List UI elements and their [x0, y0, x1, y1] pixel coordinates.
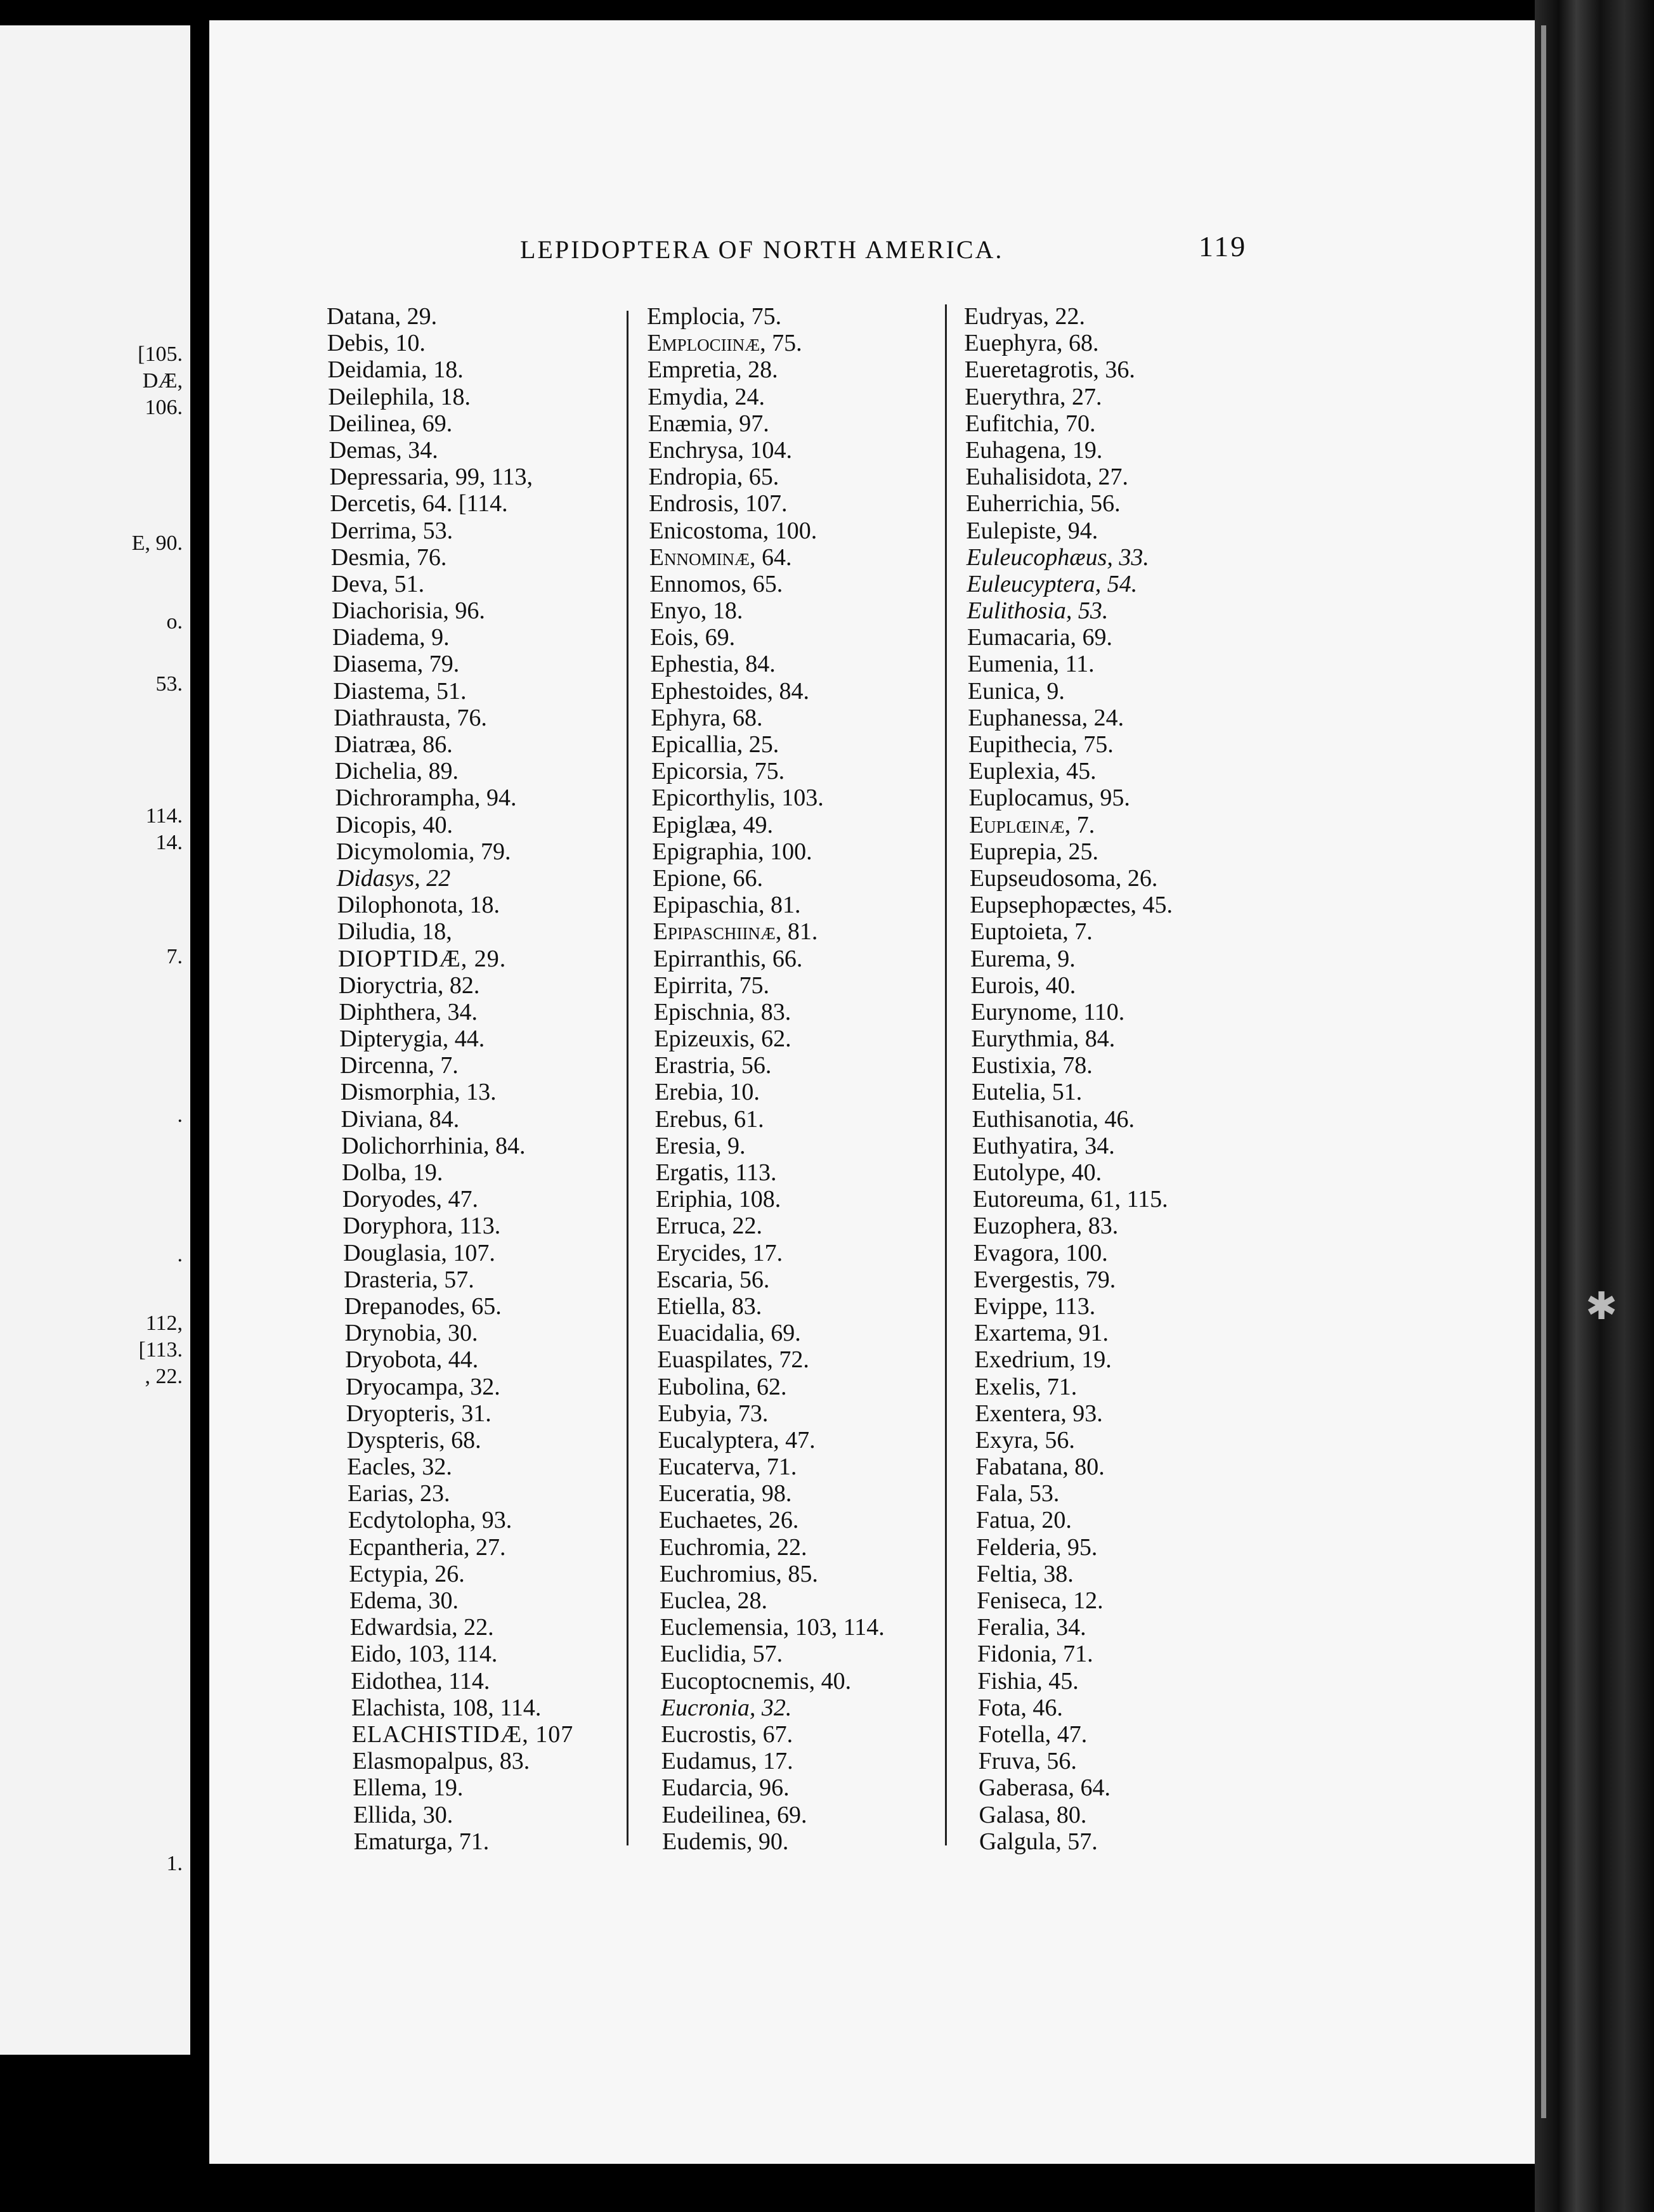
index-entry: Eido, 103, 114. [350, 1641, 498, 1668]
index-entry: Epicorsia, 75. [651, 758, 785, 785]
index-entry: Endropia, 65. [648, 464, 779, 491]
index-column-1 [327, 303, 573, 1855]
index-entry: Edema, 30. [349, 1587, 459, 1614]
index-entry: Gaberasa, 64. [979, 1774, 1110, 1802]
index-entry: Enchrysa, 104. [648, 436, 792, 464]
index-entry: Enyo, 18. [649, 597, 743, 625]
left-page-fragment [0, 25, 190, 2055]
index-entry: Euplocamus, 95. [968, 784, 1130, 812]
index-entry: Drynobia, 30. [344, 1320, 478, 1347]
index-entry: Dolba, 19. [342, 1159, 443, 1186]
index-entry: Diviana, 84. [341, 1105, 460, 1133]
index-entry: Eulepiste, 94. [966, 517, 1098, 544]
index-entry: Eunica, 9. [967, 677, 1065, 705]
index-entry: Feralia, 34. [977, 1614, 1086, 1641]
index-entry: Fala, 53. [975, 1480, 1060, 1507]
index-entry: Epipaschiinæ, 81. [653, 918, 818, 946]
index-entry: Depressaria, 99, 113, [329, 464, 533, 491]
index-entry: Eudeilinea, 69. [661, 1801, 807, 1828]
index-entry: Diachorisia, 96. [332, 597, 485, 625]
index-entry: Eucalyptera, 47. [658, 1426, 816, 1454]
page-number: 119 [1199, 230, 1247, 263]
left-page-text: 53. [155, 672, 183, 696]
left-page-text: 112, [145, 1311, 183, 1335]
index-entry: Eresia, 9. [655, 1132, 746, 1159]
index-entry: Euhalisidota, 27. [965, 464, 1128, 491]
index-entry: Ellida, 30. [353, 1801, 453, 1828]
index-entry: Emydia, 24. [648, 383, 765, 410]
index-entry: Epiglæa, 49. [651, 811, 774, 838]
index-entry: Epirranthis, 66. [653, 945, 803, 972]
index-entry: Douglasia, 107. [343, 1239, 495, 1266]
index-entry: Debis, 10. [327, 330, 426, 357]
index-entry: Euleucophæus, 33. [966, 543, 1149, 571]
index-entry: Edwardsia, 22. [349, 1614, 494, 1641]
index-entry: Erycides, 17. [656, 1239, 783, 1266]
index-entry: Ergatis, 113. [655, 1159, 777, 1186]
index-entry: Euplexia, 45. [968, 758, 1097, 785]
left-page-text: 14. [155, 831, 183, 854]
index-entry: Exartema, 91. [974, 1320, 1109, 1347]
left-page-text: [113. [138, 1338, 183, 1362]
index-entry: Euclidia, 57. [660, 1641, 783, 1668]
index-entry: Emplocia, 75. [647, 303, 782, 330]
left-page-text: DÆ, [142, 369, 183, 393]
index-entry: Enæmia, 97. [648, 410, 769, 437]
index-entry: ELACHISTIDÆ, 107 [351, 1721, 574, 1748]
index-entry: Galgula, 57. [979, 1828, 1098, 1855]
index-entry: Eupseudosoma, 26. [969, 864, 1158, 892]
index-entry: Dercetis, 64. [114. [330, 490, 508, 517]
index-entry: Deva, 51. [331, 570, 425, 597]
index-entry: Dilophonota, 18. [337, 892, 500, 919]
index-entry: Enicostoma, 100. [649, 517, 817, 544]
left-page-text: 106. [145, 396, 183, 419]
index-entry: Eurythmia, 84. [971, 1025, 1116, 1053]
index-entry: Euthisanotia, 46. [972, 1105, 1135, 1133]
index-entry: Exyra, 56. [975, 1426, 1075, 1454]
index-entry: Eurema, 9. [970, 945, 1076, 972]
index-entry: Eucronia, 32. [660, 1694, 792, 1721]
index-entry: Dicopis, 40. [335, 811, 453, 838]
index-entry: Feltia, 38. [976, 1560, 1074, 1587]
index-entry: Eubolina, 62. [657, 1373, 787, 1400]
index-entry: Euleucyptera, 54. [967, 570, 1138, 597]
index-entry: Erastria, 56. [654, 1052, 772, 1079]
index-entry: Euphanessa, 24. [968, 704, 1124, 731]
index-entry: Euclea, 28. [660, 1587, 768, 1614]
index-entry: Euptoieta, 7. [970, 918, 1093, 946]
index-entry: Felderia, 95. [976, 1533, 1098, 1561]
index-entry: Exedrium, 19. [974, 1346, 1112, 1374]
left-page-text: E, 90. [131, 531, 183, 555]
index-entry: Fabatana, 80. [975, 1454, 1105, 1481]
column-rule [945, 304, 947, 1845]
index-entry: Euacidalia, 69. [656, 1320, 801, 1347]
index-entry: Fidonia, 71. [977, 1641, 1093, 1668]
index-entry: Etiella, 83. [656, 1292, 762, 1320]
index-entry: Ellema, 19. [353, 1774, 464, 1802]
index-entry: Ephyra, 68. [651, 704, 763, 731]
index-entry: Euprepia, 25. [969, 838, 1099, 865]
index-entry: Ephestoides, 84. [650, 677, 810, 705]
index-entry: DIOPTIDÆ, 29. [338, 945, 507, 972]
index-column-2 [647, 303, 885, 1855]
index-entry: Dicymolomia, 79. [336, 838, 511, 865]
index-entry: Diastema, 51. [333, 677, 467, 705]
index-entry: Eumacaria, 69. [967, 624, 1112, 651]
index-entry: Diphthera, 34. [339, 998, 478, 1025]
spine-blemish-icon: ✱ [1586, 1285, 1618, 1327]
index-entry: Euzophera, 83. [973, 1213, 1119, 1240]
index-entry: Fruva, 56. [978, 1748, 1077, 1775]
index-entry: Eueretagrotis, 36. [964, 356, 1135, 384]
left-page-text: [105. [138, 342, 183, 366]
index-entry: Eudryas, 22. [964, 303, 1086, 330]
index-entry: Dryopteris, 31. [346, 1400, 492, 1427]
index-entry: Euclemensia, 103, 114. [660, 1614, 885, 1641]
left-page-text: . [177, 1243, 183, 1266]
left-page-text: 1. [166, 1852, 183, 1875]
index-entry: Eudarcia, 96. [661, 1774, 790, 1802]
index-entry: Eutelia, 51. [972, 1079, 1083, 1106]
index-entry: Ecpantheria, 27. [348, 1533, 506, 1561]
left-page-text: 7. [166, 945, 183, 968]
index-entry: Eulithosia, 53. [967, 597, 1109, 625]
index-entry: Euherrichia, 56. [965, 490, 1121, 517]
index-entry: Dircenna, 7. [340, 1052, 459, 1079]
index-entry: Didasys, 22 [336, 864, 451, 892]
index-entry: Diasema, 79. [332, 651, 460, 678]
index-entry: Euplœinæ, 7. [968, 811, 1095, 838]
index-entry: Drasteria, 57. [344, 1266, 474, 1293]
index-entry: Eucoptocnemis, 40. [660, 1667, 852, 1695]
index-entry: Dolichorrhinia, 84. [341, 1132, 526, 1159]
index-entry: Eriphia, 108. [655, 1186, 781, 1213]
index-entry: Ennominæ, 64. [649, 543, 792, 571]
index-entry: Dismorphia, 13. [340, 1079, 497, 1106]
index-entry: Eudamus, 17. [661, 1748, 793, 1775]
index-entry: Dichrorampha, 94. [335, 784, 517, 812]
index-entry: Elasmopalpus, 83. [352, 1748, 530, 1775]
column-rule [627, 311, 628, 1845]
index-entry: Ennomos, 65. [649, 570, 783, 597]
index-entry: Euchromius, 85. [659, 1560, 818, 1587]
index-entry: Eudemis, 90. [661, 1828, 789, 1855]
index-entry: Doryodes, 47. [342, 1186, 479, 1213]
index-entry: Euephyra, 68. [964, 330, 1099, 357]
index-entry: Dioryctria, 82. [338, 972, 480, 999]
index-entry: Dipterygia, 44. [339, 1025, 485, 1053]
index-entry: Diadema, 9. [332, 624, 450, 651]
index-entry: Eutoreuma, 61, 115. [972, 1186, 1168, 1213]
index-entry: Desmia, 76. [330, 543, 447, 571]
index-entry: Epicorthylis, 103. [651, 784, 824, 812]
left-page-text: 114. [145, 804, 183, 828]
index-entry: Dryocampa, 32. [346, 1373, 500, 1400]
index-entry: Dichelia, 89. [334, 758, 459, 785]
page-edge [1541, 25, 1546, 2118]
index-entry: Ectypia, 26. [349, 1560, 465, 1587]
index-entry: Doryphora, 113. [342, 1213, 501, 1240]
index-entry: Eumenia, 11. [967, 651, 1095, 678]
index-entry: Exentera, 93. [975, 1400, 1103, 1427]
index-entry: Eidothea, 114. [351, 1667, 490, 1695]
index-entry: Deidamia, 18. [327, 356, 464, 384]
index-entry: Euaspilates, 72. [657, 1346, 809, 1374]
index-entry: Feniseca, 12. [977, 1587, 1104, 1614]
index-entry: Diludia, 18, [337, 918, 452, 946]
index-entry: Drepanodes, 65. [344, 1292, 502, 1320]
index-entry: Eois, 69. [650, 624, 736, 651]
index-entry: Derrima, 53. [330, 517, 453, 544]
index-entry: Diathrausta, 76. [334, 704, 487, 731]
index-entry: Eurynome, 110. [970, 998, 1125, 1025]
index-entry: Erebus, 61. [654, 1105, 764, 1133]
index-entry: Eupithecia, 75. [968, 731, 1114, 758]
index-entry: Exelis, 71. [974, 1373, 1078, 1400]
index-entry: Euchromia, 22. [659, 1533, 807, 1561]
index-entry: Euthyatira, 34. [972, 1132, 1115, 1159]
index-entry: Earias, 23. [348, 1480, 450, 1507]
index-entry: Euceratia, 98. [658, 1480, 792, 1507]
index-entry: Fota, 46. [977, 1694, 1063, 1721]
index-entry: Evergestis, 79. [974, 1266, 1116, 1293]
index-entry: Epione, 66. [652, 864, 763, 892]
index-entry: Ephestia, 84. [650, 651, 776, 678]
index-entry: Deilinea, 69. [329, 410, 453, 437]
index-entry: Epipaschia, 81. [653, 892, 801, 919]
index-entry: Eurois, 40. [970, 972, 1076, 999]
left-page-text: o. [166, 610, 183, 634]
index-entry: Eutolype, 40. [972, 1159, 1102, 1186]
index-entry: Galasa, 80. [979, 1801, 1087, 1828]
index-entry: Datana, 29. [327, 303, 438, 330]
index-entry: Eupsephopæctes, 45. [970, 892, 1173, 919]
index-entry: Ecdytolopha, 93. [348, 1507, 512, 1534]
index-entry: Epigraphia, 100. [652, 838, 812, 865]
left-page-text: . [177, 1103, 183, 1127]
index-entry: Evippe, 113. [974, 1292, 1096, 1320]
index-entry: Eacles, 32. [347, 1454, 452, 1481]
index-entry: Empretia, 28. [647, 356, 778, 384]
book-spine [1535, 0, 1654, 2212]
index-entry: Dryobota, 44. [345, 1346, 479, 1374]
index-entry: Eufitchia, 70. [965, 410, 1096, 437]
index-entry: Eustixia, 78. [971, 1052, 1093, 1079]
index-entry: Fishia, 45. [977, 1667, 1079, 1695]
index-entry: Deilephila, 18. [328, 383, 471, 410]
index-entry: Fatua, 20. [975, 1507, 1072, 1534]
index-entry: Erebia, 10. [654, 1079, 760, 1106]
index-entry: Epischnia, 83. [653, 998, 791, 1025]
index-entry: Euerythra, 27. [965, 383, 1102, 410]
index-entry: Emplociinæ, 75. [647, 330, 802, 357]
index-entry: Euhagena, 19. [965, 436, 1103, 464]
index-entry: Diatræa, 86. [334, 731, 453, 758]
index-entry: Evagora, 100. [973, 1239, 1108, 1266]
running-head: LEPIDOPTERA OF NORTH AMERICA. [520, 235, 1004, 264]
index-entry: Ematurga, 71. [353, 1828, 490, 1855]
index-entry: Epirrita, 75. [653, 972, 770, 999]
index-entry: Eucaterva, 71. [658, 1454, 797, 1481]
left-page-text: , 22. [145, 1365, 183, 1388]
index-entry: Erruca, 22. [656, 1213, 763, 1240]
index-entry: Epizeuxis, 62. [654, 1025, 791, 1053]
index-entry: Fotella, 47. [978, 1721, 1088, 1748]
index-entry: Epicallia, 25. [651, 731, 779, 758]
index-entry: Eucrostis, 67. [661, 1721, 793, 1748]
index-column-3 [964, 303, 1173, 1855]
index-entry: Dyspteris, 68. [346, 1426, 481, 1454]
index-entry: Escaria, 56. [656, 1266, 770, 1293]
index-entry: Elachista, 108, 114. [351, 1694, 542, 1721]
index-entry: Euchaetes, 26. [658, 1507, 799, 1534]
index-entry: Eubyia, 73. [658, 1400, 769, 1427]
index-entry: Endrosis, 107. [648, 490, 788, 517]
index-entry: Demas, 34. [329, 436, 438, 464]
